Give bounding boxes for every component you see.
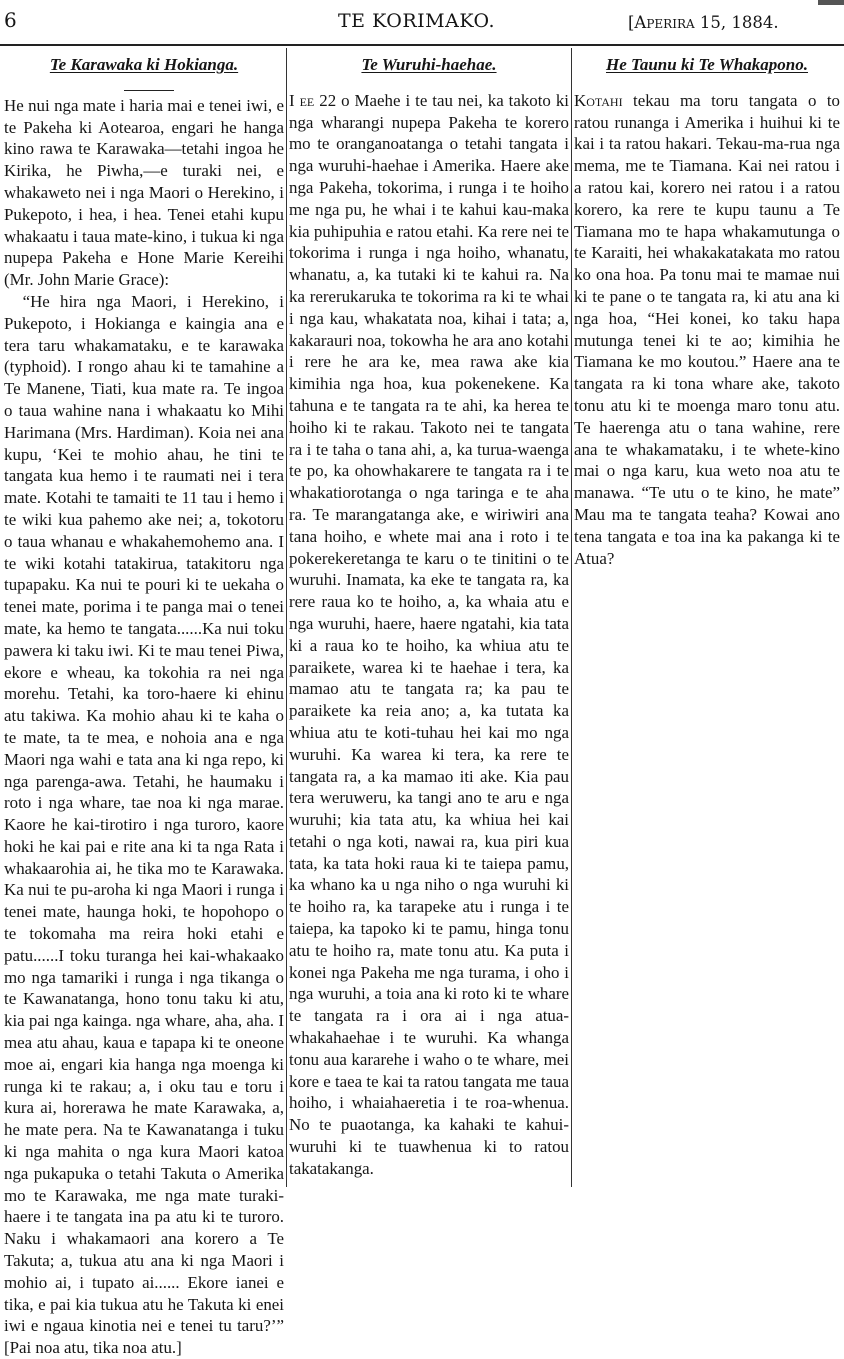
article-heading: He Taunu ki Te Whakapono.: [605, 55, 809, 74]
article-paragraph: [574, 90, 840, 570]
lead-words: Kotahi: [574, 90, 623, 110]
article-heading: Te Karawaka ki Hokianga.: [49, 55, 239, 74]
article-text: tekau ma toru tangata o to ratou runanga i Amerika i huihui ki te kai i ta ratou hakari. Tekau-ma-rua nga mema, me te Tiamana. Kai nei ratou i a ratou kai, korero nei ratou i a ratou korero, ka rere te kupu taunu a Te Tiamana mo te hapa whakamutunga o te Karaiti, hei whakakatakata mo ratou ko ona hoa. Pa tonu mai te mamae nui ki te pane o te tangata ra, ki atu ana ki nga hoa, “Hei konei, ko taku hapa mutunga tenei ki te ao; kimihia he Tiamana ke mo koutou.” Haere ana te tangata ra ki tona whare ake, takoto tonu atu ki te moenga maro tonu atu. Te haerenga atu o tana wahine, rere ana te whakamataku, i te whete-kino mai o nga karu, kua weto noa atu te manawa. “Te utu o te kino, he mate” Mau ma te tangata teaha? Kowai ano tena tangata e toa ina ka pakanga ki te Atua?: [574, 90, 840, 568]
heading-rule: [124, 90, 174, 91]
article-paragraph: He nui nga mate i haria mai e tenei iwi, e te Pakeha ki Aotearoa, engari he hanga kino rawa te Karawaka—tetahi ingoa he Kirika, he Piwha,—e turaki nei, e whakaweto nei i nga Maori o Herekino, i Pukepoto, i hea, i hea. Tenei etahi kupu whakaatu i taua mate-kino, i tukua ki nga nupepa Pakeha e Hone Marie Kereihi (Mr. John Marie Grace):: [4, 95, 284, 290]
article-paragraph: “He hira nga Maori, i Herekino, i Pukepoto, i Hokianga e kaingia ana e tera taru whakamataku, e te karawaka (typhoid). I rongo ahau ki te tamahine a Te Manene, Tiati, kua mate ra. Te ingoa o taua wahine nana i whakaatu ko Mihi Harimana (Mrs. Hardiman). Koia nei ana kupu, ‘Kei te mohio ahau, he tini te tangata kua hemo i te raumati nei i tera mate. Kotahi te tamaiti te 11 tau i hemo i te wiki kua pahemo ake nei; a, tokotoru o taua whanau e whakahemohemo ana. I te wiki kotahi tatakirua, tatakitoru nga tupapaku. Ka nui te pouri ki te uekaha o tenei mate, porima i te panga mai o tenei mate, ka hemo te tangata......Ka nui toku pawera ki taku iwi. Ki te mau tenei Piwa, ekore e wheau, ka tokohia ra nei nga morehu. Tetahi, ka toro-haere ki ehinu atu takiwa. Ka mohio ahau ki te kaha o te mate, ta te mea, e nohoia ana e nga Maori nga wahi e tata ana ki nga repo, ki nga parenga-awa. Tetahi, he haumaku i roto i nga whare, tae noa ki nga marae. Kaore he kai-tirotiro i nga turoro, kaore hoki he kai pai e rite ana ki ta nga Rata i whakaarohia ai, he tika mo te Karawaka. Ka nui te pu-aroha ki nga Maori i runga i tenei mate, haunga hoki, te hopohopo o te tokomaha ma reira hoki etahi e patu......I toku turanga hei kai-whakaako mo nga tamariki i runga i nga tikanga o te Kawanatanga, hono tonu taku ki atu, kia pai nga kainga. nga whare, aha, aha. I mea atu ahau, kaua e tapapa ki te oneone moe ai, engari kia hanga nga moenga ki runga ki te rakau; a, i oku tau e toru i kura ai, horerawa he mate Karawaka, a, he mate pera. Na te Kawanatanga i tuku ki nga mahita o nga kura Maori katoa nga pukapuka o tetahi Takuta o Amerika mo te Karawaka, me nga mate turaki-haere i te tangata ina pa atu ki te turoro. Naku i whakamaori ana korero a Te Takuta; a, tukua atu ana ki nga Maori i mohio ai, i tupato ai...... Ekore ianei e tika, e pai kia tukua atu he Takuta ki enei iwi e ngaua kinotia nei e tenei tu taru?’” [Pai noa atu, tika noa atu.]: [4, 291, 284, 1358]
column-1: [4, 50, 284, 1358]
paper-title: TE KORIMAKO.: [338, 10, 496, 32]
page-number: 6: [4, 8, 17, 32]
column-rule: [286, 48, 287, 1187]
column-rule: [571, 48, 572, 1187]
issue-date: [Aperira 15, 1884.: [628, 13, 779, 32]
lead-words: I ee: [289, 90, 315, 110]
column-3: [574, 50, 840, 1187]
article-heading: Te Wuruhi-haehae.: [361, 55, 497, 74]
article-paragraph: [289, 90, 569, 1180]
header-rule: [0, 44, 844, 46]
column-2: [289, 50, 569, 1187]
corner-mark: [818, 0, 844, 5]
masthead: [0, 0, 844, 48]
article-text: 22 o Maehe i te tau nei, ka takoto ki nga wharangi nupepa Pakeha te korero mo te oranganoatanga o tetahi tangata i nga wuruhi-haehae i Amerika. Haere ake nga Pakeha, tokorima, i runga i te hoiho me nga pu, he whai i te kahui kau-maka kia puhipuhia e ratou etahi. Ka rere nei te tokorima i runga i nga hoiho, whanatu, whanatu, a, ka tutaki ki te kahui ra. Na ka rererukaruka te tokorima ra ki te whai i nga kau, whakatata noa, kihai i tata; a, kakarauri noa, tokowha he ara ano kotahi i rere he ara ke, mea rawa ake kia kimihia nga hoa, kua pokenekene. Ka tahuna e te tangata ra te ahi, ka herea te hoiho ki te rakau. Takoto nei te tangata ra i te taha o tana ahi, a, ka turua-waenga te po, ka ohowhakarere te tangata ra i te whakatiorotanga o nga taringa e te aha ra. Te marangatanga ake, e wiriwiri ana tana hoiho, e whete mai ana i roto i te pokerekeretanga te karu o te tinitini o te wuruhi. Inamata, ka eke te tangata ra, ka rere raua ko te hoiho, a, ka whaia atu e nga wuruhi, haere, haere ngatahi, kia tata ki a raua ko te hoiho, ka whiua atu te paraikete, warea ki te haehae i tera, ka mamao atu te tangata ra; ka pau te paraikete ka reia ano; a, ka tutata ka whiua atu te koti-tuhau hei kai mo nga wuruhi. Ka warea ki tera, ka rere te tangata ra, a ka mamao iti ake. Kia pau tera weruweru, ka tangi ano te aru e nga wuruhi; kia tata atu, ka whiua hei kai tetahi o nga koti, nawai ra, kua piri kua tata, ka tata hoki raua ki te taiepa pamu, ka whano ka u nga niho o nga wuruhi ki te hoiho ra, ka tarapeke atu i runga i te taiepa, ka tapoko ki te pamu, hinga tonu atu te hoiho ra, mate tonu atu. Ka puta i konei nga Pakeha me nga turama, i oho i nga wuruhi, a toia ana ki roto ki te whare te tangata ra i ora ai i nga atua-whakahaehae i te wuruhi. Ka whanga tonu aua kararehe i waho o te whare, mei kore e taea te kai ta ratou tangata me taua hoiho, i whaiahaeretia i te roa-whenua. No te puaotanga, ka kahaki te kahui-wuruhi ki te tuawhenua ki to ratou takatakanga.: [289, 90, 569, 1178]
